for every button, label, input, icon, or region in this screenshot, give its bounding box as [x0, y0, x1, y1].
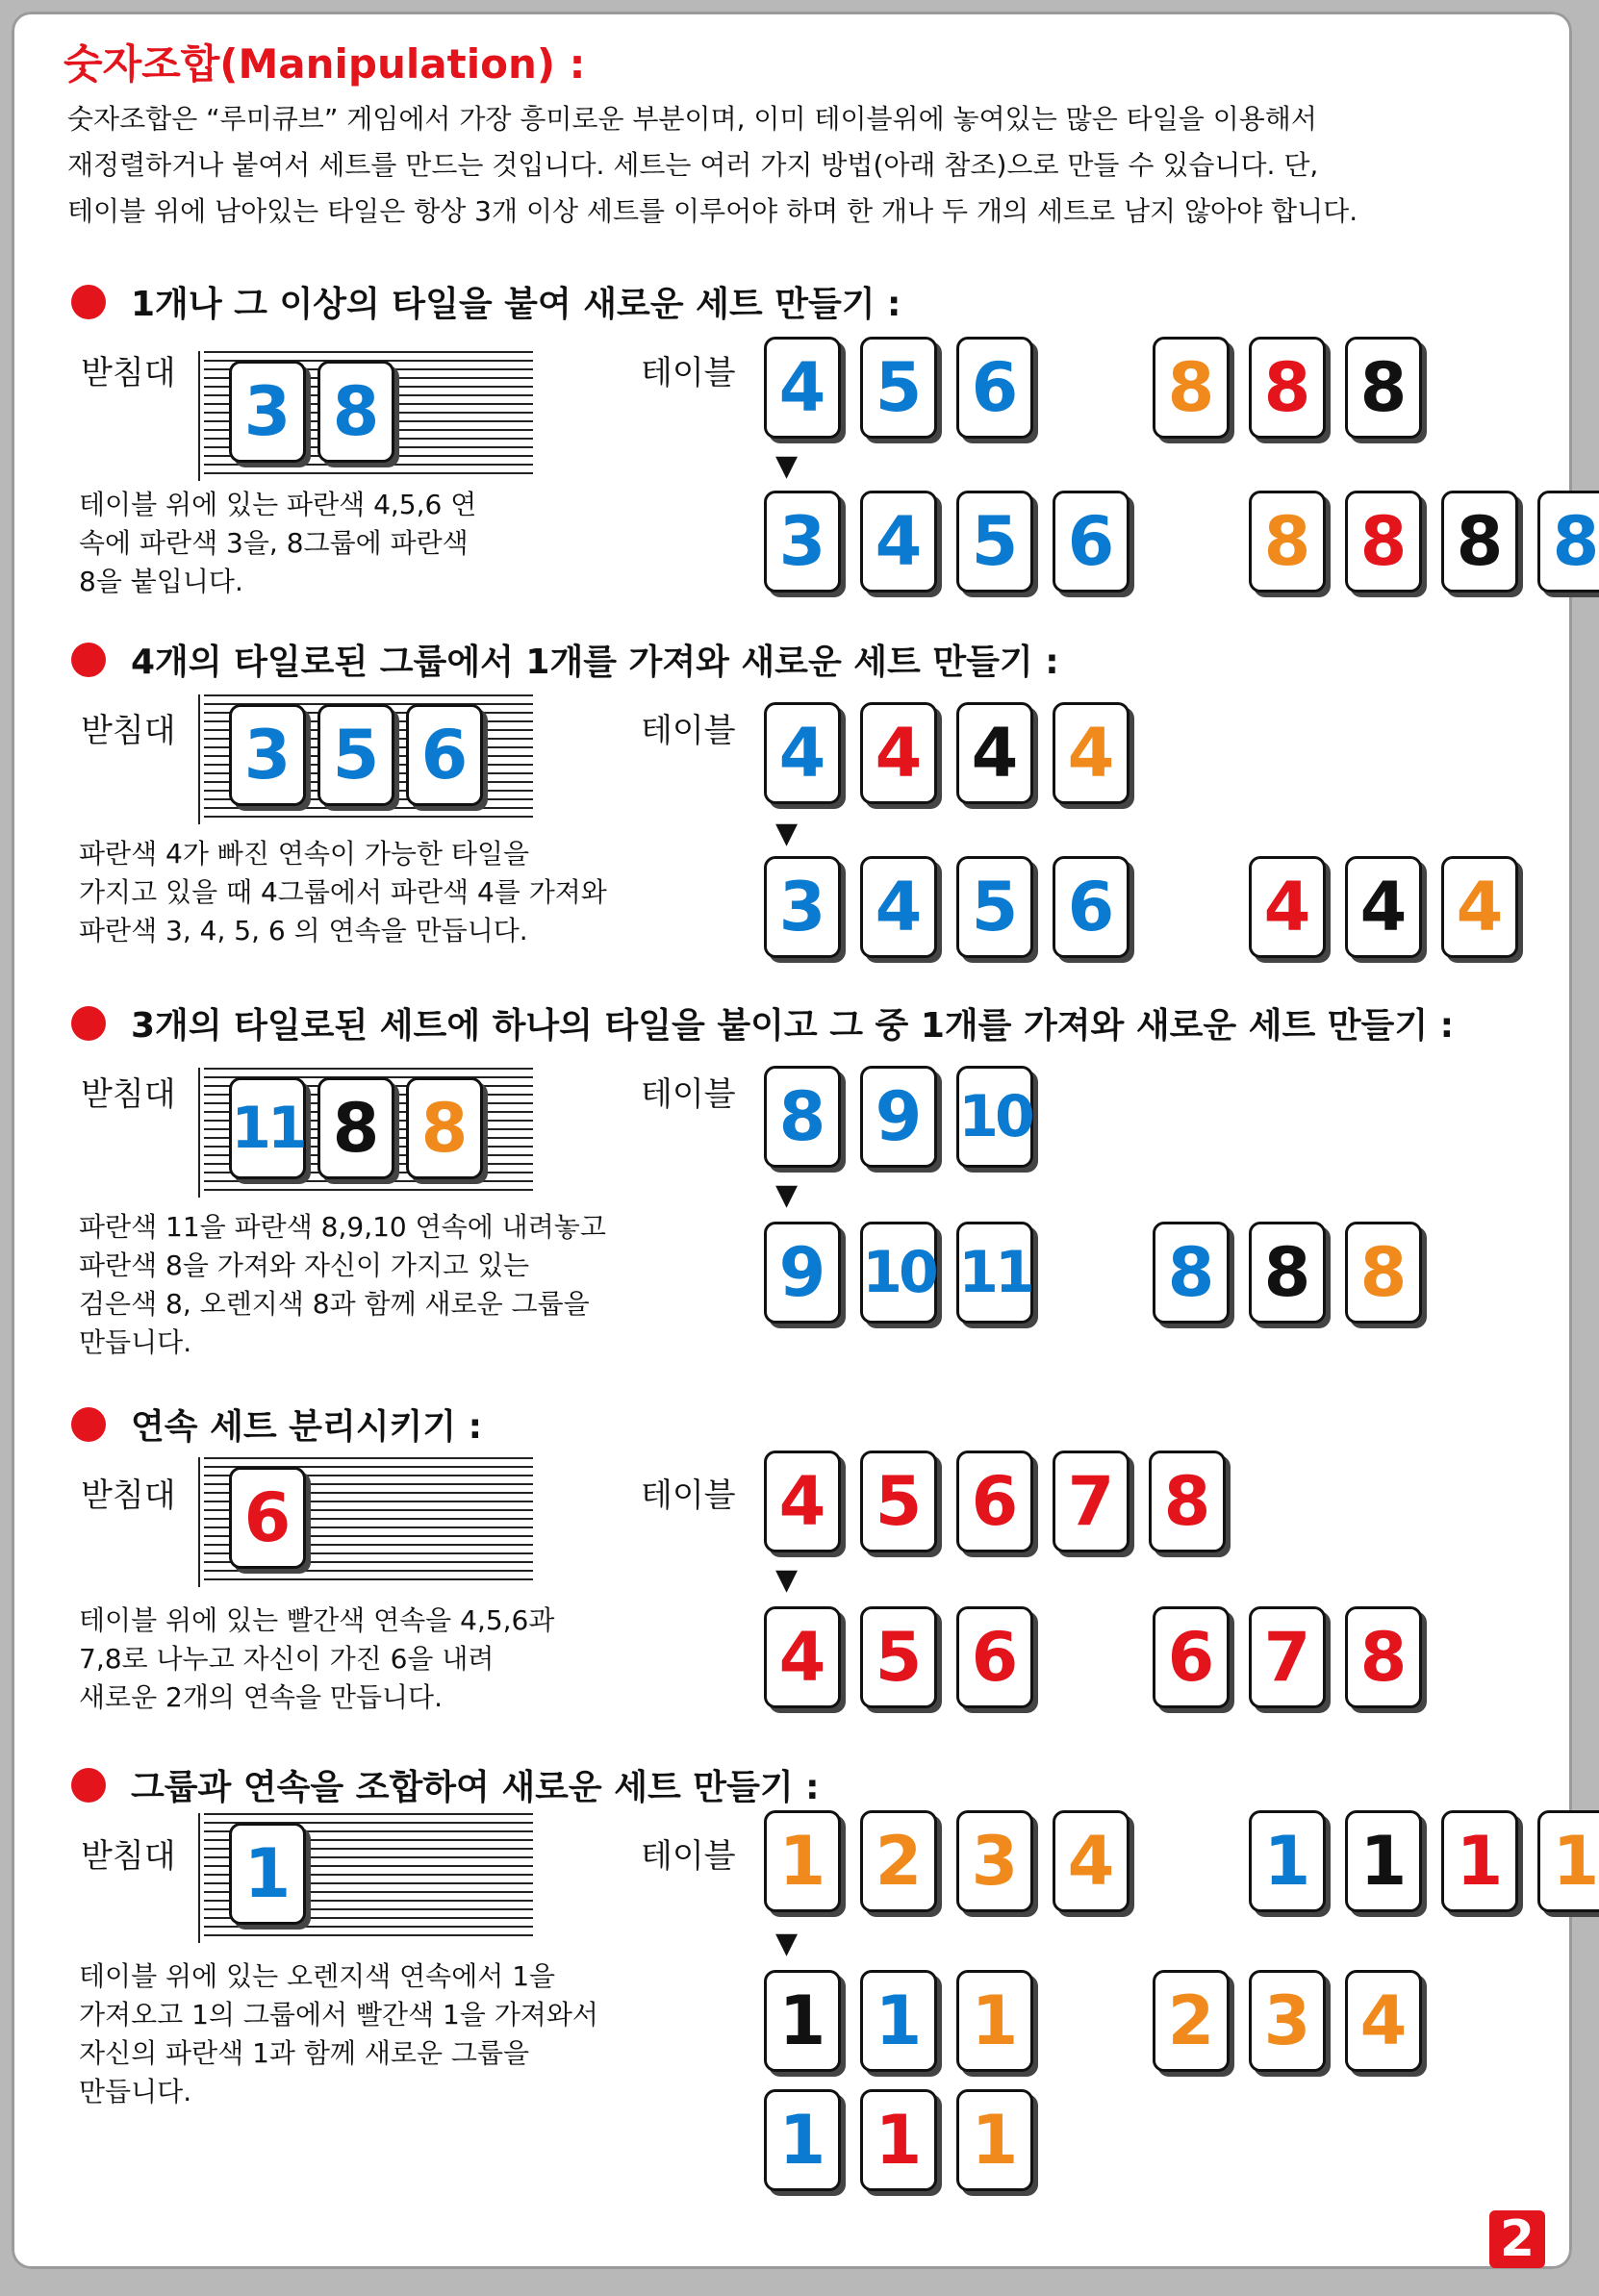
tile: 6 — [1053, 856, 1129, 958]
section-description: 파란색 11을 파란색 8,9,10 연속에 내려놓고 파란색 8을 가져와 자신이 가지고 있는 검은색 8, 오렌지색 8과 함께 새로운 그룹을 만듭니다. — [79, 1211, 606, 1358]
rack-tile: 11 — [229, 1077, 306, 1179]
rack-tile: 1 — [229, 1823, 306, 1925]
table-label: 테이블 — [641, 1075, 736, 1114]
tile: 5 — [860, 1606, 937, 1708]
tile: 1 — [860, 2089, 937, 2191]
tile: 8 — [1249, 337, 1326, 439]
page-number: 2 — [1489, 2210, 1545, 2268]
section-heading-text: 1개나 그 이상의 타일을 붙여 새로운 세트 만들기 : — [131, 285, 901, 324]
tile: 3 — [1249, 1970, 1326, 2072]
table-after-row — [764, 1606, 1441, 1708]
rack-tile: 8 — [317, 1077, 394, 1179]
rack-tiles — [229, 1823, 306, 1925]
tile: 1 — [860, 1970, 937, 2072]
tile: 4 — [860, 856, 937, 958]
tile: 3 — [764, 491, 841, 593]
tile: 8 — [1153, 1222, 1230, 1324]
tile-rack — [204, 1457, 533, 1587]
tile: 1 — [956, 2089, 1033, 2191]
section-heading — [71, 1400, 482, 1449]
rack-label: 받침대 — [81, 712, 176, 750]
tile: 4 — [860, 702, 937, 804]
table-before-row — [764, 1451, 1245, 1552]
rack-edge — [198, 351, 200, 481]
tile: 6 — [956, 1606, 1033, 1708]
rack-edge — [198, 1457, 200, 1587]
down-arrow-icon: ▼ — [775, 817, 799, 850]
rack-tile: 8 — [317, 361, 394, 463]
tile: 7 — [1053, 1451, 1129, 1552]
tile: 10 — [860, 1222, 937, 1324]
tile: 5 — [860, 1451, 937, 1552]
rack-label: 받침대 — [81, 1837, 176, 1876]
tile: 1 — [1249, 1810, 1326, 1912]
bullet-icon — [71, 1407, 106, 1442]
tile: 8 — [1149, 1451, 1226, 1552]
rack-label: 받침대 — [81, 354, 176, 392]
rack-edge — [198, 1813, 200, 1943]
tile-rack — [204, 1813, 533, 1943]
table-before-row — [764, 337, 1441, 439]
tile: 7 — [1249, 1606, 1326, 1708]
tile: 8 — [1345, 1222, 1422, 1324]
tile: 10 — [956, 1066, 1033, 1168]
down-arrow-icon: ▼ — [775, 1563, 799, 1597]
tile: 4 — [1249, 856, 1326, 958]
tile: 5 — [956, 856, 1033, 958]
table-label: 테이블 — [641, 1476, 736, 1515]
tile: 1 — [764, 2089, 841, 2191]
section-description: 파란색 4가 빠진 연속이 가능한 타일을 가지고 있을 때 4그룹에서 파란색 4를 가져와 파란색 3, 4, 5, 6 의 연속을 만듭니다. — [79, 838, 607, 946]
intro-paragraph: 숫자조합은 “루미큐브” 게임에서 가장 흥미로운 부분이며, 이미 테이블위에 놓여있는 많은 타일을 이용해서 재정렬하거나 붙여서 세트를 만드는 것입니다. 세트는 여러 가지 방법(아래 참조)으로 만들 수 있습니다. 단, 테이블 위에 남아있는 타일은 항상 3개 이상 세트를 이루어야 하며 한 개나 두 개의 세트로 남지 않아야 합니다. — [67, 103, 1358, 227]
tile: 8 — [1345, 491, 1422, 593]
rack-tiles — [229, 361, 394, 463]
table-after-row — [764, 1222, 1441, 1324]
tile: 6 — [1153, 1606, 1230, 1708]
tile: 6 — [956, 1451, 1033, 1552]
table-label: 테이블 — [641, 354, 736, 392]
rack-tile: 5 — [317, 704, 394, 806]
tile-rack — [204, 351, 533, 481]
table-after-extra-row — [764, 2089, 1053, 2191]
tile: 8 — [1345, 1606, 1422, 1708]
tile: 5 — [860, 337, 937, 439]
down-arrow-icon: ▼ — [775, 1178, 799, 1212]
tile: 1 — [1537, 1810, 1599, 1912]
tile: 3 — [956, 1810, 1033, 1912]
table-label: 테이블 — [641, 712, 736, 750]
tile: 8 — [764, 1066, 841, 1168]
rack-tile: 6 — [406, 704, 483, 806]
rack-tile: 8 — [406, 1077, 483, 1179]
rack-label: 받침대 — [81, 1476, 176, 1515]
tile: 1 — [956, 1970, 1033, 2072]
tile: 1 — [1441, 1810, 1518, 1912]
tile: 2 — [860, 1810, 937, 1912]
rack-label: 받침대 — [81, 1075, 176, 1114]
tile: 8 — [1537, 491, 1599, 593]
rack-tile: 6 — [229, 1467, 306, 1569]
tile: 4 — [956, 702, 1033, 804]
section-heading — [71, 635, 1059, 684]
tile: 4 — [764, 337, 841, 439]
tile: 8 — [1249, 1222, 1326, 1324]
tile: 4 — [1053, 702, 1129, 804]
table-before-row — [764, 1066, 1053, 1168]
bullet-icon — [71, 285, 106, 319]
table-before-row — [764, 1810, 1599, 1912]
rack-tile: 3 — [229, 361, 306, 463]
table-after-row — [764, 856, 1537, 958]
tile: 8 — [1441, 491, 1518, 593]
tile: 4 — [860, 491, 937, 593]
tile-rack — [204, 1068, 533, 1198]
table-after-row — [764, 491, 1599, 593]
tile: 8 — [1345, 337, 1422, 439]
tile: 4 — [1345, 856, 1422, 958]
section-description: 테이블 위에 있는 파란색 4,5,6 연 속에 파란색 3을, 8그룹에 파란색 8을 붙입니다. — [79, 489, 477, 597]
tile: 5 — [956, 491, 1033, 593]
tile: 4 — [764, 702, 841, 804]
section-heading — [71, 998, 1454, 1047]
tile: 4 — [764, 1606, 841, 1708]
section-description: 테이블 위에 있는 오렌지색 연속에서 1을 가져오고 1의 그룹에서 빨간색 1을 가져와서 자신의 파란색 1과 함께 새로운 그룹을 만듭니다. — [79, 1960, 598, 2107]
tile: 4 — [1345, 1970, 1422, 2072]
tile: 6 — [956, 337, 1033, 439]
tile: 4 — [1053, 1810, 1129, 1912]
tile: 9 — [860, 1066, 937, 1168]
bullet-icon — [71, 643, 106, 677]
bullet-icon — [71, 1768, 106, 1803]
table-label: 테이블 — [641, 1837, 736, 1876]
tile: 11 — [956, 1222, 1033, 1324]
rack-edge — [198, 1068, 200, 1198]
rack-tile: 3 — [229, 704, 306, 806]
section-description: 테이블 위에 있는 빨간색 연속을 4,5,6과 7,8로 나누고 자신이 가진 6을 내려 새로운 2개의 연속을 만듭니다. — [79, 1604, 555, 1713]
tile: 1 — [764, 1810, 841, 1912]
down-arrow-icon: ▼ — [775, 449, 799, 483]
section-heading — [71, 277, 901, 326]
tile: 4 — [1441, 856, 1518, 958]
section-heading-text: 4개의 타일로된 그룹에서 1개를 가져와 새로운 세트 만들기 : — [131, 643, 1059, 682]
tile-rack — [204, 694, 533, 824]
tile: 1 — [1345, 1810, 1422, 1912]
tile: 2 — [1153, 1970, 1230, 2072]
tile: 4 — [764, 1451, 841, 1552]
tile: 9 — [764, 1222, 841, 1324]
section-heading-text: 그룹과 연속을 조합하여 새로운 세트 만들기 : — [131, 1768, 820, 1807]
table-after-row — [764, 1970, 1441, 2072]
down-arrow-icon: ▼ — [775, 1927, 799, 1960]
section-heading-text: 3개의 타일로된 세트에 하나의 타일을 붙이고 그 중 1개를 가져와 새로운 세트 만들기 : — [131, 1006, 1455, 1046]
rack-tiles — [229, 704, 483, 806]
bullet-icon — [71, 1006, 106, 1041]
tile: 3 — [764, 856, 841, 958]
tile: 6 — [1053, 491, 1129, 593]
tile: 8 — [1153, 337, 1230, 439]
rack-tiles — [229, 1077, 483, 1179]
section-heading — [71, 1760, 820, 1809]
section-heading-text: 연속 세트 분리시키기 : — [131, 1407, 482, 1447]
table-before-row — [764, 702, 1149, 804]
tile: 8 — [1249, 491, 1326, 593]
rack-tiles — [229, 1467, 306, 1569]
page-title: 숫자조합(Manipulation) : — [63, 40, 586, 88]
rack-edge — [198, 694, 200, 824]
tile: 1 — [764, 1970, 841, 2072]
